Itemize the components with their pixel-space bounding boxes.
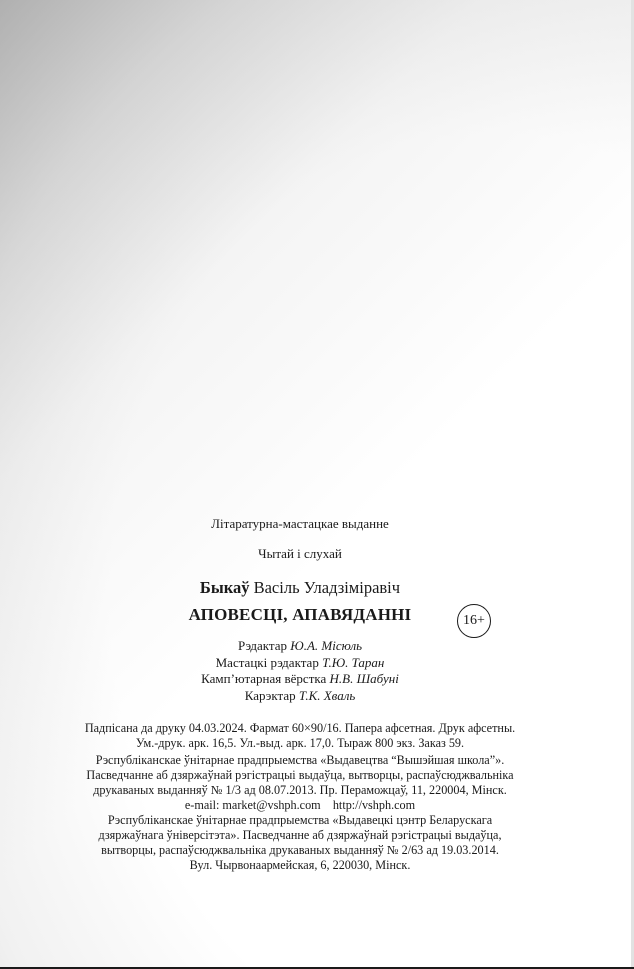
credit-line [0,638,600,655]
printer-line: дзяржаўнага ўніверсітэта». Пасведчанне аб дзяржаўнай рэгістрацыі выдаўца, [98,828,502,842]
printer-line: Рэспубліканскае ўнітарнае прадпрыемства «Выдавецкі цэнтр Беларускага [107,813,493,827]
credit-name: Н.В. Шабуні [329,671,399,686]
age-rating-badge: 16+ [457,604,491,638]
printer-info [0,813,600,873]
credit-role: Рэдактар [237,638,288,653]
credits-list [0,638,600,704]
author-given-names: Васіль Уладзіміравіч [253,578,401,597]
print-info [0,721,600,751]
credit-line [0,688,600,705]
series-name: Чытай і слухай [258,546,342,561]
publisher-line: Пасведчанне аб дзяржаўнай рэгістрацыі выдаўца, вытворцы, распаўсюджвальніка [86,768,514,782]
print-info-line: Ум.-друк. арк. 16,5. Ул.-выд. арк. 17,0. Тыраж 800 экз. Заказ 59. [135,736,465,750]
credit-line [0,671,600,688]
credit-name: Ю.А. Місюль [290,638,363,653]
credit-role: Мастацкі рэдактар [215,654,319,670]
book-title: АПОВЕСЦІ, АПАВЯДАННІ [188,605,412,624]
author-surname: Быкаў [199,578,250,597]
print-info-line: Падпісана да друку 04.03.2024. Фармат 60×90/16. Папера афсетная. Друк афсетны. [84,721,516,735]
printer-line: Вул. Чырвонаармейская, 6, 220030, Мінск. [189,858,411,872]
printer-line: вытворцы, распаўсюджвальніка друкаваных выданняў № 2/63 ад 19.03.2014. [101,843,499,857]
credit-role: Камп’ютарная вёрстка [201,671,327,686]
credit-name: Т.К. Хваль [298,687,356,703]
publisher-contacts: e-mail: market@vshph.com http://vshph.com [184,798,416,812]
publisher-line: Рэспубліканскае ўнітарнае прадпрыемства «Выдавецтва “Вышэйшая школа”». [95,753,505,767]
credit-name: Т.Ю. Таран [322,654,385,670]
credit-line [0,655,600,672]
author-line [0,578,600,598]
publisher-info [0,753,600,813]
series-type: Літаратурна-мастацкае выданне [211,516,389,531]
publisher-line: друкаваных выданняў № 1/3 ад 08.07.2013. Пр. Пераможцаў, 11, 220004, Мінск. [93,783,507,797]
credit-role: Карэктар [244,687,296,703]
